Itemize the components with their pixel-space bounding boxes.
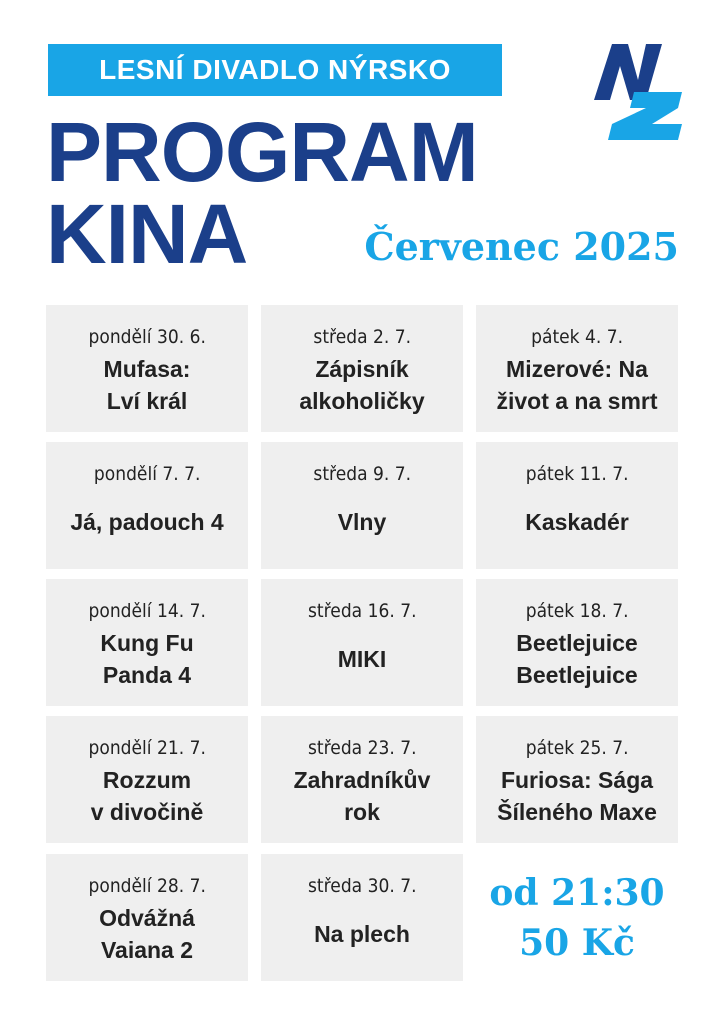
screening-date: pátek 4. 7. (531, 326, 623, 348)
schedule-cell (476, 442, 678, 569)
schedule-cell (476, 305, 678, 432)
film-title: Kaskadér (525, 508, 629, 535)
film-title: Odvážná Vaiana 2 (99, 904, 195, 963)
page-title-line-2: KINA (46, 187, 248, 281)
schedule-cell (261, 854, 463, 981)
film-title: MIKI (337, 645, 387, 672)
schedule-cell (46, 579, 248, 706)
film-title: Na plech (314, 920, 410, 947)
month-label: Červenec 2025 (364, 224, 679, 269)
schedule-cell (46, 716, 248, 843)
schedule-cell (476, 716, 678, 843)
page-title-line-1: PROGRAM (46, 105, 478, 199)
screening-date: pondělí 21. 7. (88, 737, 206, 759)
venue-banner: LESNÍ DIVADLO NÝRSKO (48, 44, 502, 96)
schedule-cell (46, 442, 248, 569)
schedule-cell (261, 579, 463, 706)
ticket-price: 50 Kč (519, 921, 635, 964)
film-title: Zápisník alkoholičky (299, 355, 425, 414)
screening-date: pondělí 7. 7. (93, 463, 201, 485)
film-title: Mufasa: Lví král (103, 355, 191, 414)
film-title: Já, padouch 4 (70, 508, 224, 535)
film-title: Rozzum v divočině (90, 766, 204, 825)
screening-date: středa 2. 7. (313, 326, 411, 348)
film-title: Beetlejuice Beetlejuice (516, 629, 638, 688)
screening-date: středa 30. 7. (307, 875, 417, 897)
start-time: od 21:30 (489, 871, 665, 914)
schedule-cell (46, 305, 248, 432)
schedule-grid (46, 305, 678, 981)
screening-date: pátek 18. 7. (525, 600, 629, 622)
film-title: Vlny (337, 508, 387, 535)
schedule-cell (46, 854, 248, 981)
film-title: Zahradníkův rok (293, 766, 431, 825)
screening-date: středa 16. 7. (307, 600, 417, 622)
screening-date: pondělí 30. 6. (88, 326, 206, 348)
screening-date: středa 9. 7. (313, 463, 411, 485)
film-title: Furiosa: Sága Šíleného Maxe (497, 766, 657, 825)
screening-info (476, 854, 678, 981)
schedule-cell (261, 305, 463, 432)
screening-date: pátek 25. 7. (525, 737, 629, 759)
screening-date: pátek 11. 7. (525, 463, 629, 485)
schedule-cell (261, 442, 463, 569)
schedule-cell (261, 716, 463, 843)
screening-date: středa 23. 7. (307, 737, 417, 759)
film-title: Mizerové: Na život a na smrt (496, 355, 658, 414)
screening-date: pondělí 28. 7. (88, 875, 206, 897)
film-title: Kung Fu Panda 4 (100, 629, 194, 688)
schedule-cell (476, 579, 678, 706)
screening-date: pondělí 14. 7. (88, 600, 206, 622)
nyrsko-logo-icon (594, 42, 682, 144)
